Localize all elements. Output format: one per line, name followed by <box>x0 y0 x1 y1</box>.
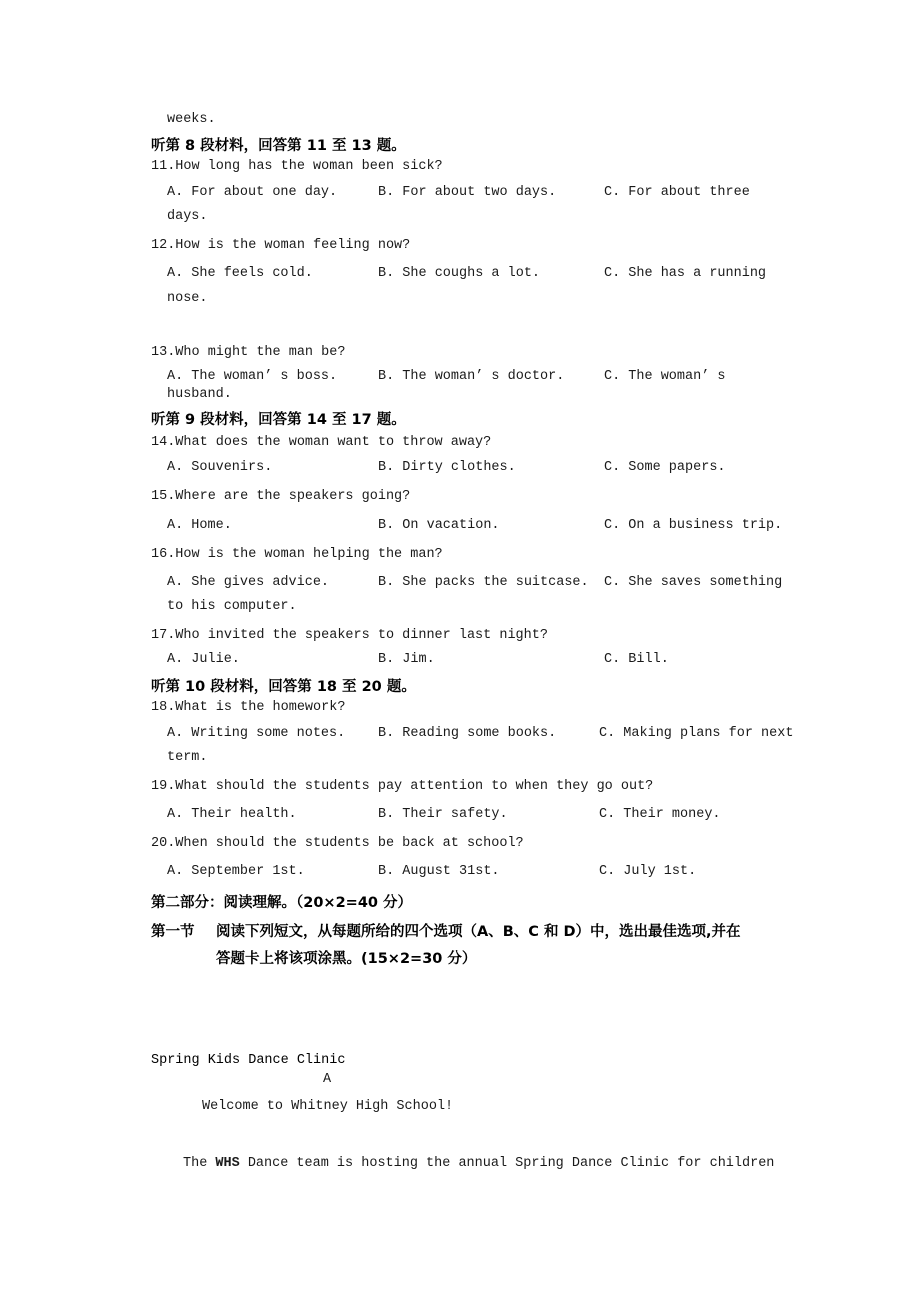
option-b: B. Reading some books. <box>378 726 557 741</box>
option-c: C. For about three <box>604 185 750 200</box>
option-c: C. She has a running <box>604 266 767 281</box>
passage-letter: A <box>323 1072 332 1087</box>
option-b: B. Jim. <box>378 652 435 667</box>
option-a: A. Home. <box>167 518 232 533</box>
section1-label: 第一节 <box>151 924 195 940</box>
para-text: Dance team is hosting the annual Spring Dance Clinic for children <box>239 1156 775 1171</box>
option-c: C. Their money. <box>599 807 721 822</box>
option-b: B. Dirty clothes. <box>378 460 516 475</box>
welcome-line: Welcome to Whitney High School! <box>202 1099 454 1114</box>
option-b: B. She coughs a lot. <box>378 266 541 281</box>
option-c: C. On a business trip. <box>604 518 783 533</box>
option-c: C. July 1st. <box>599 864 697 879</box>
option-b: B. The woman’ s doctor. <box>378 369 565 384</box>
option-a: A. Souvenirs. <box>167 460 273 475</box>
option-b: B. On vacation. <box>378 518 500 533</box>
question-20: 20.When should the students be back at school? <box>151 836 524 851</box>
section-header-9: 听第 9 段材料，回答第 14 至 17 题。 <box>151 412 406 428</box>
option-c: C. Bill. <box>604 652 669 667</box>
question-16: 16.How is the woman helping the man? <box>151 547 443 562</box>
continuation-text: weeks. <box>167 112 216 127</box>
option-c: C. The woman’ s <box>604 369 726 384</box>
question-17: 17.Who invited the speakers to dinner last night? <box>151 628 548 643</box>
option-c: C. Some papers. <box>604 460 726 475</box>
question-18: 18.What is the homework? <box>151 700 346 715</box>
question-14: 14.What does the woman want to throw away? <box>151 435 492 450</box>
option-b: B. For about two days. <box>378 185 557 200</box>
option-a: A. Writing some notes. <box>167 726 346 741</box>
question-15: 15.Where are the speakers going? <box>151 489 411 504</box>
option-c: C. Making plans for next <box>599 726 794 741</box>
option-continuation: nose. <box>167 291 208 306</box>
option-c: C. She saves something <box>604 575 783 590</box>
option-a: A. Julie. <box>167 652 240 667</box>
section-header-8: 听第 8 段材料，回答第 11 至 13 题。 <box>151 138 406 154</box>
section1-instructions: 阅读下列短文，从每题所给的四个选项（A、B、C 和 D）中，选出最佳选项,并在 <box>216 924 741 940</box>
question-12: 12.How is the woman feeling now? <box>151 238 411 253</box>
option-a: A. The woman’ s boss. <box>167 369 338 384</box>
option-a: A. September 1st. <box>167 864 305 879</box>
option-a: A. For about one day. <box>167 185 338 200</box>
option-b: B. August 31st. <box>378 864 500 879</box>
question-19: 19.What should the students pay attention to when they go out? <box>151 779 654 794</box>
part2-title: 第二部分：阅读理解。（20×2=40 分） <box>151 895 413 911</box>
option-a: A. Their health. <box>167 807 297 822</box>
option-b: B. She packs the suitcase. <box>378 575 589 590</box>
option-a: A. She feels cold. <box>167 266 313 281</box>
section1-instructions-cont: 答题卡上将该项涂黑。(15×2=30 分） <box>216 951 477 967</box>
option-b: B. Their safety. <box>378 807 508 822</box>
para-text: The <box>183 1156 216 1171</box>
section-header-10: 听第 10 段材料，回答第 18 至 20 题。 <box>151 679 416 695</box>
question-11: 11.How long has the woman been sick? <box>151 159 443 174</box>
passage-paragraph <box>183 1155 774 1173</box>
option-a: A. She gives advice. <box>167 575 330 590</box>
option-continuation: to his computer. <box>167 599 297 614</box>
passage-title: Spring Kids Dance Clinic <box>151 1053 346 1068</box>
whs-abbrev: WHS <box>215 1156 240 1171</box>
option-continuation: days. <box>167 209 208 224</box>
option-continuation: husband. <box>167 387 232 402</box>
question-13: 13.Who might the man be? <box>151 345 346 360</box>
option-continuation: term. <box>167 750 208 765</box>
